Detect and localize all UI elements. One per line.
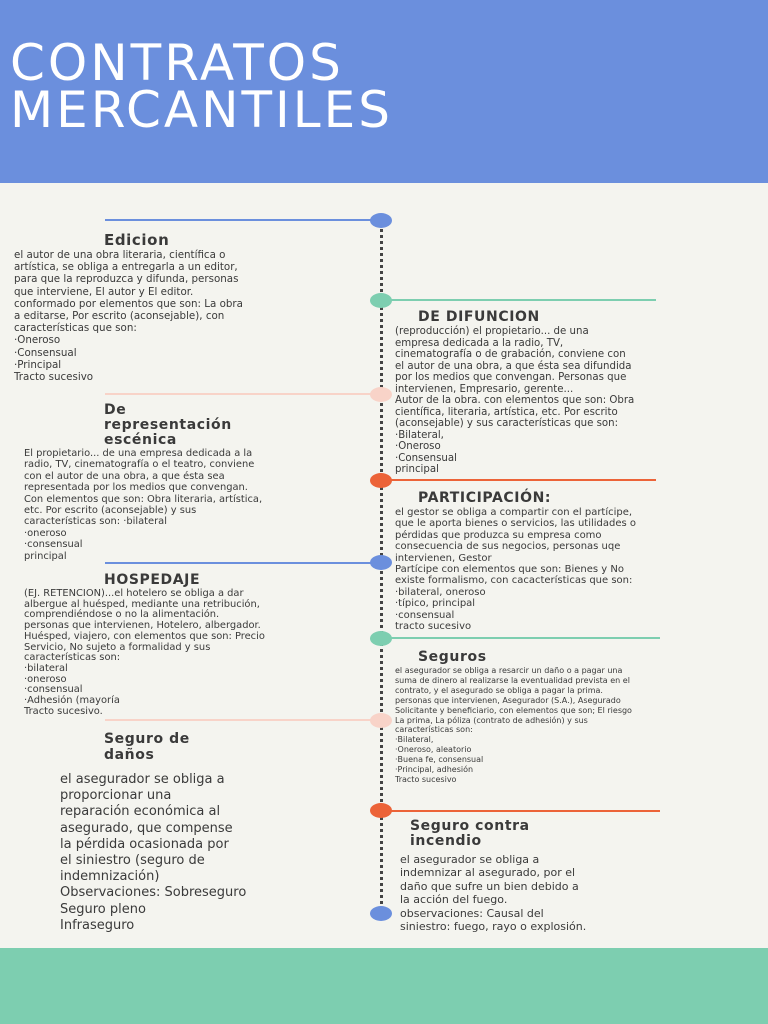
section-hospedaje (24, 572, 370, 717)
section-edicion (14, 231, 370, 383)
timeline-dot-participacion (370, 473, 392, 488)
title-line-1: CONTRATOS (10, 34, 344, 92)
section-body-edicion: el autor de una obra literaria, científica o artística, se obliga a entregarla a un editor, para que la reproduzca y difunda, personas que interviene, El autor y El editor. conformado por elementos que son: La obra a editarse, Por escrito (aconsejable), con características que son: ·Oneroso ·Consensual ·Principal Tracto sucesivo (14, 249, 243, 384)
section-difusion (395, 309, 767, 476)
timeline-dot-representacion (370, 387, 392, 402)
connector-incendio (380, 810, 660, 812)
section-title-participacion: PARTICIPACIÓN: (418, 490, 552, 506)
timeline-dot-edicion (370, 213, 392, 228)
connector-seguros (380, 637, 660, 639)
section-participacion (395, 490, 767, 632)
connector-difusion (380, 299, 656, 301)
timeline-dot-danos (370, 713, 392, 728)
section-body-participacion: el gestor se obliga a compartir con el partícipe, que le aporta bienes o servicios, las utilidades o pérdidas que produzca su empresa como consecuencia de sus negocios, personas uqe intervienen, Gestor Partícipe con elementos que son: Bienes y No existe formalismo, con cacacterísticas que son: ·bilateral, oneroso ·típico, principal ·consensual tracto sucesivo (395, 507, 637, 633)
section-body-difusion: (reproducción) el propietario... de una empresa dedicada a la radio, TV, cinematografía o de grabación, conviene con el autor de una obra, a que ésta sea difundida por los medios que convengan. Personas que intervienen, Empresario, gerente... Autor de la obra. con elementos que son: Obra científica, literaria, artística, etc. Por escrito (aconsejable) y sus características que son: ·Bilateral, ·Oneroso ·Consensual principal (395, 326, 635, 475)
connector-hospedaje (105, 562, 380, 564)
section-title-difusion: DE DIFUNCION (418, 309, 540, 325)
section-seguros (395, 648, 767, 785)
section-body-seguros: el asegurador se obliga a resarcir un daño o a pagar una suma de dinero al realizarse la eventualidad prevista en el contrato, y el asegurado se obliga a pagar la prima. personas que intervienen, Asegurador (S.A.), Asegurado Solicitante y beneficiario, con elementos que son; El riesgo La prima, La póliza (contrato de adhesión) y sus características son: ·Bilateral, ·Oneroso, aleatorio ·Buena fe, consensual ·Principal, adhesión Tracto sucesivo (395, 666, 632, 784)
page-title (10, 34, 393, 139)
section-body-representacion: El propietario... de una empresa dedicada a la radio, TV, cinematografía o el teatro, conviene con el autor de una obra, a que ésta sea representada por los medios que convengan. Con elementos que son: Obra literaria, artística, etc. Por escrito (aconsejable) y sus características son: ·bilateral ·oneroso ·consensual principal (24, 448, 263, 562)
section-incendio (400, 819, 766, 933)
connector-participacion (380, 479, 656, 481)
connector-edicion (105, 219, 380, 221)
section-title-representacion: De representación escénica (104, 402, 232, 448)
section-body-hospedaje: (EJ. RETENCION)...el hotelero se obliga a dar albergue al huésped, mediante una retribución, comprendiéndose o no la alimentación. personas que intervienen, Hotelero, albergador. Huésped, viajero, con elementos que son: Precio Servicio, No sujeto a formalidad y sus características son: ·bilateral ·oneroso ·consensual ·Adhesión (mayoría Tracto sucesivo. (24, 588, 265, 717)
timeline-end-dot (370, 906, 392, 921)
timeline-dot-incendio (370, 803, 392, 818)
section-body-incendio: el asegurador se obliga a indemnizar al asegurado, por el daño que sufre un bien debido a la acción del fuego. observaciones: Causal del siniestro: fuego, rayo o explosión. (400, 853, 587, 934)
section-title-danos: Seguro de daños (104, 731, 190, 763)
connector-danos (105, 719, 380, 721)
timeline-dot-hospedaje (370, 555, 392, 570)
section-representacion (24, 403, 370, 562)
title-line-2: MERCANTILES (10, 81, 393, 139)
timeline-dot-difusion (370, 293, 392, 308)
section-title-seguros: Seguros (418, 649, 487, 665)
section-body-danos: el asegurador se obliga a proporcionar una reparación económica al asegurado, que compense la pérdida ocasionada por el siniestro (seguro de indemnización) Observaciones: Sobreseguro Seguro pleno Infraseguro (60, 772, 247, 933)
footer-band (0, 948, 768, 1024)
connector-representacion (105, 393, 380, 395)
section-title-edicion: Edicion (104, 231, 170, 249)
section-danos (60, 731, 372, 934)
section-title-incendio: Seguro contra incendio (410, 818, 530, 849)
header-banner (0, 0, 768, 183)
section-title-hospedaje: HOSPEDAJE (104, 572, 201, 588)
timeline-dot-seguros (370, 631, 392, 646)
